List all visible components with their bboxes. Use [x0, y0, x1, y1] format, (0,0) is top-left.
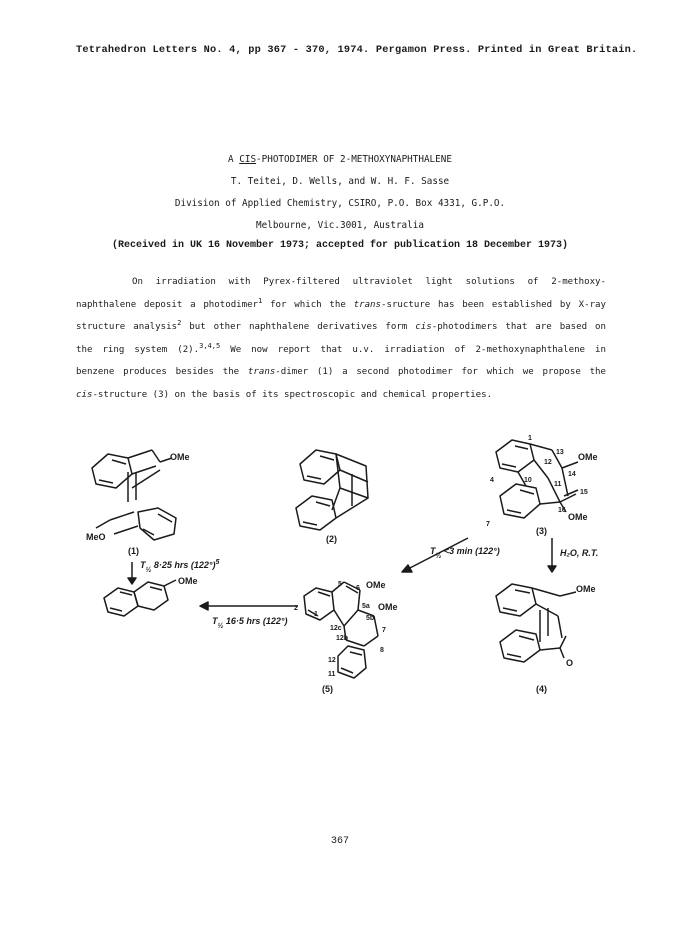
- atom-number: 11: [554, 481, 562, 488]
- meo-label-1: MeO: [86, 532, 106, 542]
- atom-number: 2: [294, 605, 298, 612]
- ome-label-4: OMe: [576, 584, 596, 594]
- text-line: naphthalene deposit a photodimer$^1$ for which the trans-sructure has been established by X-ray: [76, 296, 606, 310]
- atom-number: 15: [580, 489, 588, 496]
- compound-label-5: (5): [322, 684, 333, 694]
- atom-number: 1: [314, 611, 318, 618]
- atom-number: 12: [544, 459, 552, 466]
- authors: T. Teitei, D. Wells, and W. H. F. Sasse: [230, 176, 450, 187]
- title-cis: CIS: [239, 154, 257, 165]
- compound-label-2: (2): [326, 534, 337, 544]
- atom-number: 6: [356, 585, 360, 592]
- atom-number: 4: [490, 477, 494, 484]
- text-line: On irradiation with Pyrex-filtered ultraviolet light solutions of 2-methoxy-: [132, 277, 606, 287]
- condition-1: $T_{\frac{1}{2}}$ 8·25 hrs $(122^\circ)^5$: [140, 559, 220, 574]
- compound-1-structure: [92, 450, 176, 540]
- atom-number: 14: [568, 471, 576, 478]
- page-number: 367: [330, 836, 349, 847]
- journal-header: Tetrahedron Letters No. 4, pp 367 - 370, 1974. Pergamon Press. Printed in Great Britain.: [76, 44, 638, 56]
- compound-4-structure: [496, 584, 576, 662]
- ome-label-5b: OMe: [378, 602, 398, 612]
- atom-number: 12c: [330, 625, 342, 632]
- text-line: the ring system (2).$^{3,4,5}$ We now report that u.v. irradiation of 2-methoxynaphthalene in: [76, 341, 606, 355]
- reaction-scheme: [0, 430, 680, 720]
- atom-number: 8: [380, 647, 384, 654]
- text-line: cis-structure (3) on the basis of its spectroscopic and chemical properties.: [76, 389, 493, 400]
- atom-number: 12b: [336, 635, 349, 642]
- compound-2-structure: [296, 450, 368, 530]
- atom-number: 11: [328, 671, 336, 678]
- compound-label-1: (1): [128, 546, 139, 556]
- atom-number: 13: [556, 449, 564, 456]
- affiliation: Division of Applied Chemistry, CSIRO, P.O. Box 4331, G.P.O.: [174, 198, 506, 209]
- ome-label-5a: OMe: [366, 580, 386, 590]
- condition-2: $T_{\frac{1}{2}} <3$ min (122°): [430, 546, 500, 560]
- received-line: (Received in UK 16 November 1973; accepted for publication 18 December 1973): [111, 240, 569, 251]
- atom-number: 7: [382, 627, 386, 634]
- keto-label-4: O: [566, 658, 574, 668]
- compound-label-3: (3): [536, 526, 547, 536]
- article-title: A CIS-PHOTODIMER OF 2-METHOXYNAPHTHALENE: [228, 154, 452, 165]
- ome-label-3b: OMe: [568, 512, 588, 522]
- atom-number: 7: [486, 521, 490, 528]
- ome-label-3a: OMe: [578, 452, 598, 462]
- atom-number: 5a: [362, 603, 370, 610]
- text-line: benzene produces besides the trans-dimer (1) a second photodimer for which we propose the: [76, 367, 606, 377]
- atom-number: 1: [528, 435, 532, 442]
- ome-label-1: OMe: [170, 452, 190, 462]
- compound-label-4: (4): [536, 684, 547, 694]
- condition-3: H₂O, R.T.: [560, 548, 599, 558]
- ome-label-naph: OMe: [178, 576, 198, 586]
- affiliation-city: Melbourne, Vic.3001, Australia: [256, 220, 424, 231]
- condition-4: $T_{\frac{1}{2}}$ 16·5 hrs (122°): [212, 616, 288, 630]
- atom-number: 12: [328, 657, 336, 664]
- atom-number: 10: [524, 477, 532, 484]
- atom-number: 16: [558, 507, 566, 514]
- text-line: structure analysis$^2$ but other naphthalene derivatives form cis-photodimers that are based on: [76, 318, 606, 332]
- atom-number: 5b: [366, 615, 375, 622]
- body-paragraph: [76, 271, 606, 406]
- atom-number: 5: [338, 581, 342, 588]
- methoxynaphthalene-structure: [104, 580, 176, 616]
